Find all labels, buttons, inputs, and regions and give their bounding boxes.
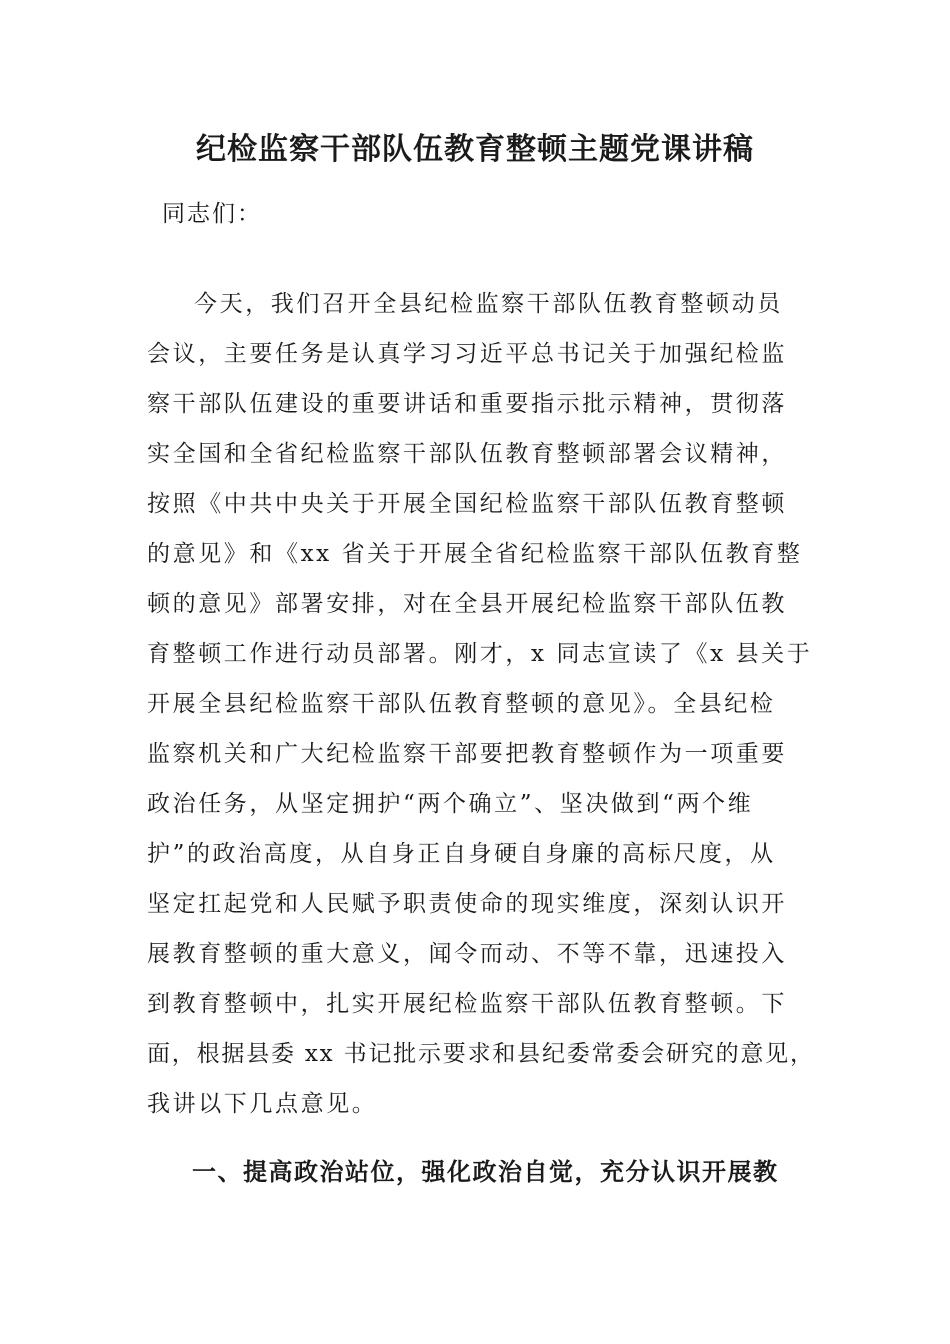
paragraph-line: 会议，主要任务是认真学习习近平总书记关于加强纪检监 [147,341,787,367]
paragraph-line: 护”的政治高度，从自身正自身硬自身廉的高标尺度，从 [147,841,776,867]
paragraph-line: 到教育整顿中，扎实开展纪检监察干部队伍教育整顿。下 [147,991,787,1017]
paragraph-line: 监察机关和广大纪检监察干部要把教育整顿作为一项重要 [147,741,787,767]
paragraph-line: 顿的意见》部署安排，对在全县开展纪检监察干部队伍教 [147,591,787,617]
section-heading: 一、提高政治站位，强化政治自觉，充分认识开展教 [192,1157,779,1186]
document-title: 纪检监察干部队伍教育整顿主题党课讲稿 [196,132,754,167]
greeting: 同志们： [162,201,262,227]
paragraph-line: 面，根据县委 xx 书记批示要求和县纪委常委会研究的意见， [147,1041,815,1067]
paragraph-line: 展教育整顿的重大意义，闻令而动、不等不靠，迅速投入 [147,941,787,967]
paragraph-line: 育整顿工作进行动员部署。刚才，x 同志宣读了《x 县关于 [147,641,813,667]
paragraph-line: 坚定扛起党和人民赋予职责使命的现实维度，深刻认识开 [147,891,787,917]
paragraph-line: 政治任务，从坚定拥护“两个确立”、坚决做到“两个维 [147,791,754,817]
paragraph-line: 实全国和全省纪检监察干部队伍教育整顿部署会议精神， [147,441,787,467]
paragraph-line: 开展全县纪检监察干部队伍教育整顿的意见》。全县纪检 [147,691,776,717]
paragraph-line: 的意见》和《xx 省关于开展全省纪检监察干部队伍教育整 [147,541,803,567]
paragraph-line: 我讲以下几点意见。 [147,1091,378,1117]
paragraph-line: 今天，我们召开全县纪检监察干部队伍教育整顿动员 [194,291,783,317]
paragraph-line: 按照《中共中央关于开展全国纪检监察干部队伍教育整顿 [147,491,787,517]
paragraph-line: 察干部队伍建设的重要讲话和重要指示批示精神，贯彻落 [147,391,787,417]
